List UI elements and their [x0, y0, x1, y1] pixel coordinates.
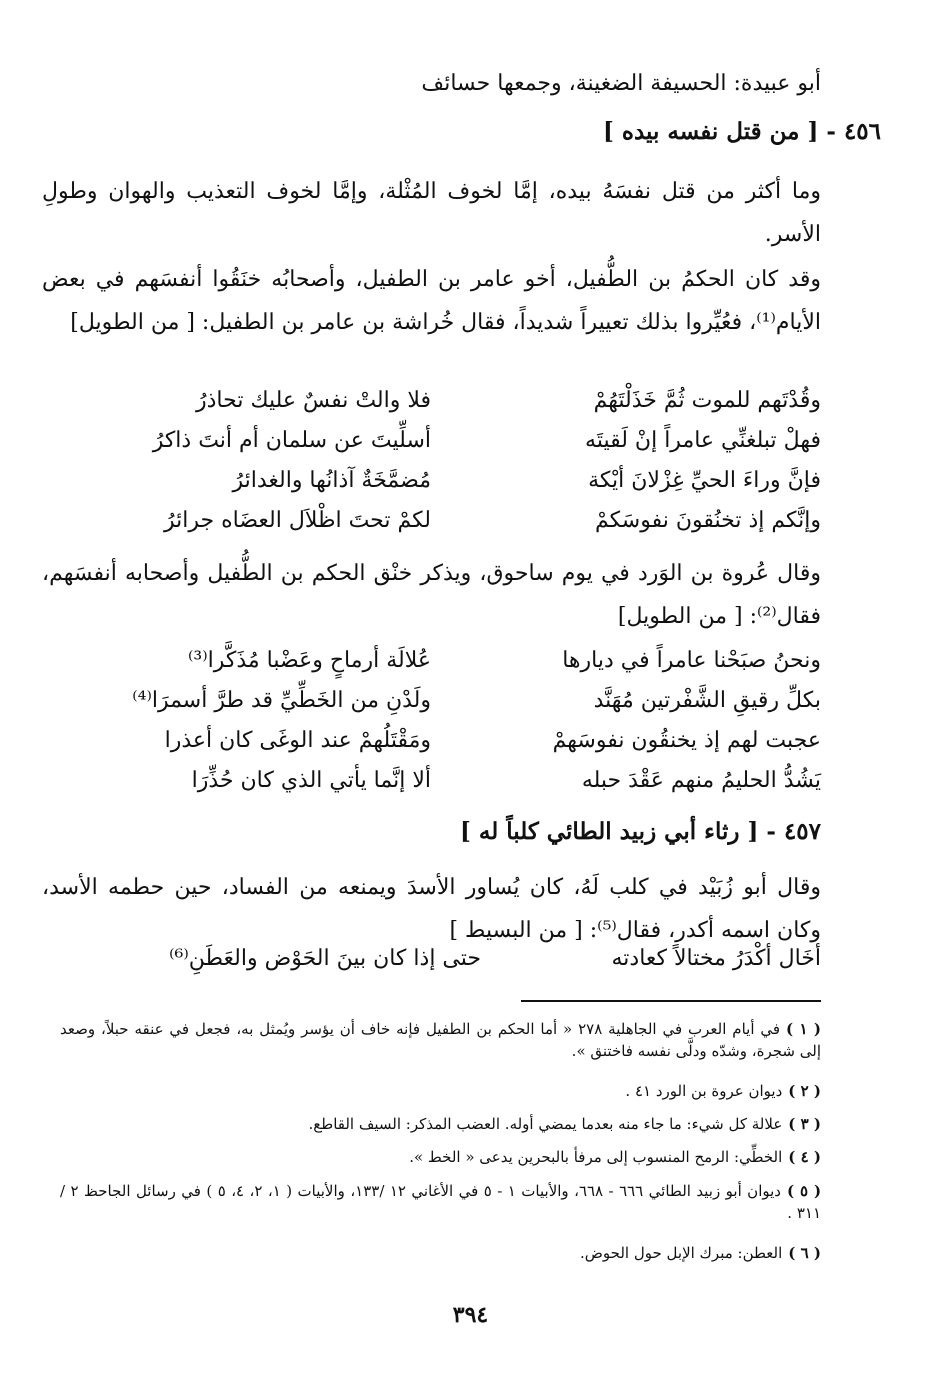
poem2-line2-right: بكلِّ رقيقِ الشَّفْرتين مُهَنَّد: [593, 688, 821, 713]
footnote-text: ديوان عروة بن الورد ٤١ .: [625, 1082, 783, 1100]
poem2-line2-left: ولَدْنِ من الخَطِّيِّ قد طرَّ أسمرَا⁽⁴⁾: [132, 688, 431, 713]
footnote-number: ( ٤ ): [788, 1148, 821, 1166]
footnote-number: ( ١ ): [786, 1020, 821, 1038]
verse-457-left: حتى إذا كان بينَ الحَوْض والعَطَنِ⁽⁶⁾: [169, 946, 481, 971]
section-456-paragraph-2: وقد كان الحكمُ بن الطُّفيل، أخو عامر بن الطفيل، وأصحابُه خنَقُوا أنفسَهم في بعض الأيام⁽¹⁾، فعُيِّروا بذلك تعييراً شديداً، فقال خُراشة بن عامر بن الطفيل: [ من الطويل]: [42, 267, 821, 335]
footnote-text: في أيام العرب في الجاهلية ٢٧٨ « أما الحكم بن الطفيل فإنه خاف أن يؤسر ويُمثل به، فجعل في عنقه حبلاً، وصعد إلى شجرة، وشدّه ودلَّى نفسه فاختنق ».: [60, 1020, 821, 1060]
section-457-paragraph-1: وقال أبو زُبَيْد في كلب لَهُ، كان يُساور الأسدَ ويمنعه من الفساد، حين حطمه الأسد، وكان اسمه أكدر، فقال⁽⁵⁾: [ من البسيط ]: [42, 875, 821, 943]
footnote-text: الخطِّي: الرمح المنسوب إلى مرفأ بالبحرين يدعى « الخط ».: [409, 1148, 783, 1166]
page-number: ٣٩٤: [452, 1302, 489, 1328]
section-456-paragraph-3: وقال عُروة بن الوَرد في يوم ساحوق، ويذكر خنْق الحكم بن الطُّفيل وأصحابه أنفسَهم، فقال⁽²⁾: [ من الطويل]: [42, 561, 821, 629]
verse-457-right: أخَال أكْدَرُ مختالاً كعادته: [611, 946, 821, 971]
section-457-heading: ٤٥٧ - [ رثاء أبي زبيد الطائي كلباً له ]: [460, 818, 821, 845]
footnote-divider: [521, 1000, 821, 1002]
poem2-line4-right: يَشُدُّ الحليمُ منهم عَقْدَ حبله: [581, 768, 821, 793]
footnote-number: ( ٢ ): [788, 1082, 821, 1100]
poem1-line4-right: وإنَّكم إذ تخنُقونَ نفوسَكمْ: [595, 508, 821, 533]
poem1-line3-left: مُضمَّخَةٌ آذانُها والغدائرُ: [232, 468, 431, 493]
poem1-line1-left: فلا والتْ نفسٌ عليك تحاذرُ: [196, 388, 431, 413]
footnote-text: علالة كل شيء: ما جاء منه بعدما يمضي أوله. العضب المذكر: السيف القاطع.: [308, 1115, 783, 1133]
section-456-paragraph-1: وما أكثر من قتل نفسَهُ بيده، إمَّا لخوف المُثْلة، وإمَّا لخوف التعذيب والهوان وطولِ الأسر.: [42, 179, 821, 247]
poem2-line1-left: عُلالَة أرماحٍ وعَضْبا مُذَكَّرا⁽³⁾: [187, 648, 431, 673]
footnote-3: [60, 1113, 821, 1135]
poem2-line1-right: ونحنُ صبَحْنا عامراً في ديارها: [562, 648, 821, 673]
poem2-line3-left: ومَقْتَلُهمْ عند الوغَى كان أعذرا: [164, 728, 431, 753]
footnote-4: [60, 1146, 821, 1168]
footnote-text: العطن: مبرك الإبل حول الحوض.: [580, 1244, 783, 1262]
poem1-line3-right: فإنَّ وراءَ الحيِّ غِزْلانَ أيْكة: [588, 468, 821, 493]
footnote-text: ديوان أبو زبيد الطائي ٦٦٦ - ٦٦٨، والأبيات ١ - ٥ في الأغاني ١٢ /١٣٣، والأبيات ( ١، ٢، ٤، ٥ ) في رسائل الجاحظ ٢ /٣١١ .: [60, 1182, 821, 1222]
poem1-line2-left: أسلِّيتَ عن سلمان أم أنتَ ذاكرُ: [152, 428, 431, 453]
poem1-line4-left: لكمْ تحتَ اظْلاَل العضَاه جرائرُ: [164, 508, 431, 533]
footnote-1: [60, 1018, 821, 1062]
footnote-5: [60, 1180, 821, 1224]
poem1-line2-right: فهلْ تبلغنِّي عامراً إنْ لَقيتَه: [585, 428, 821, 453]
poem2-line3-right: عجبت لهم إذ يخنقُون نفوسَهمْ: [552, 728, 821, 753]
footnote-number: ( ٣ ): [788, 1115, 821, 1133]
section-456-heading: ٤٥٦ - [ من قتل نفسه بيده ]: [603, 118, 881, 145]
footnote-6: [60, 1242, 821, 1264]
running-header: أبو عبيدة: الحسيفة الضغينة، وجمعها حسائف: [421, 71, 821, 96]
poem1-line1-right: وقُدْتَهم للموت ثُمَّ خَذَلْتَهُمْ: [593, 388, 821, 413]
footnote-2: [60, 1080, 821, 1102]
footnote-number: ( ٥ ): [786, 1182, 822, 1200]
poem2-line4-left: ألا إنَّما يأتي الذي كان حُذِّرَا: [191, 768, 431, 793]
footnote-number: ( ٦ ): [788, 1244, 821, 1262]
